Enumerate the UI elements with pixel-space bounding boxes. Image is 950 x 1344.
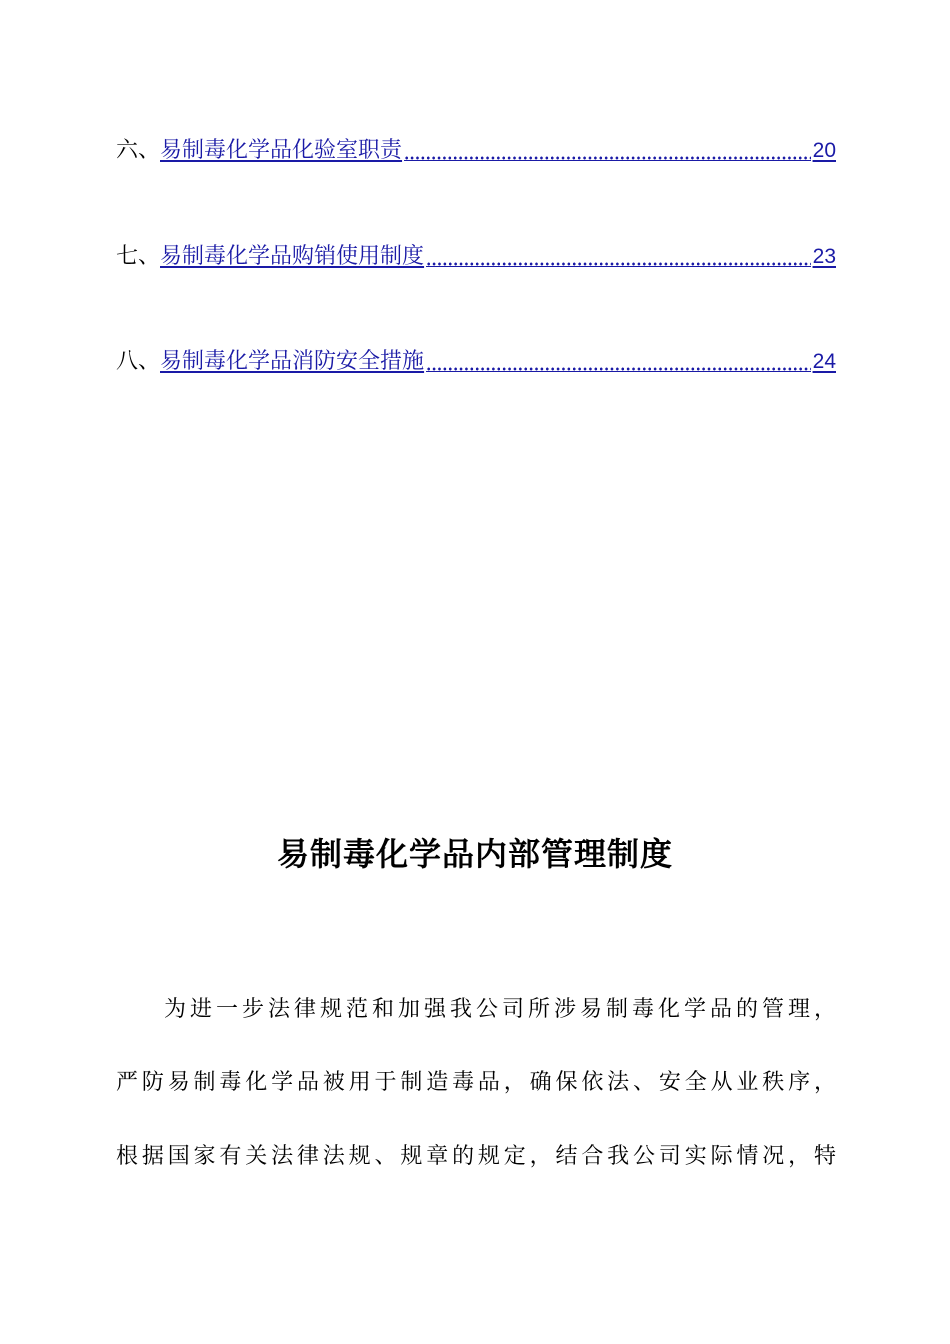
toc-entry-page: 23 — [812, 245, 836, 268]
paragraph-line: 为进一步法律规范和加强我公司所涉易制毒化学品的管理， — [164, 997, 836, 1022]
toc-dot-leader — [404, 138, 811, 161]
toc-entry — [116, 134, 836, 166]
toc-entry-page: 20 — [812, 139, 836, 162]
toc-entry-number: 七、 — [116, 244, 161, 269]
toc-entry-number: 八、 — [116, 349, 161, 374]
paragraph-line: 严防易制毒化学品被用于制造毒品，确保依法、安全从业秩序， — [116, 1070, 836, 1095]
toc-entry-title: 易制毒化学品消防安全措施 — [160, 349, 425, 374]
toc-dot-leader — [426, 349, 811, 372]
toc-entry — [116, 345, 836, 377]
toc-entry-link[interactable] — [160, 242, 836, 272]
paragraph-line: 根据国家有关法律法规、规章的规定，结合我公司实际情况，特 — [116, 1144, 836, 1169]
document-title: 易制毒化学品内部管理制度 — [276, 835, 673, 873]
toc-entry — [116, 240, 836, 272]
toc-entry-page: 24 — [812, 350, 836, 373]
toc-dot-leader — [426, 244, 811, 267]
toc-entry-title: 易制毒化学品化验室职责 — [160, 138, 403, 163]
toc-entry-number: 六、 — [116, 138, 161, 163]
toc-entry-link[interactable] — [160, 136, 836, 166]
toc-entry-link[interactable] — [160, 347, 836, 377]
toc-entry-title: 易制毒化学品购销使用制度 — [160, 244, 425, 269]
